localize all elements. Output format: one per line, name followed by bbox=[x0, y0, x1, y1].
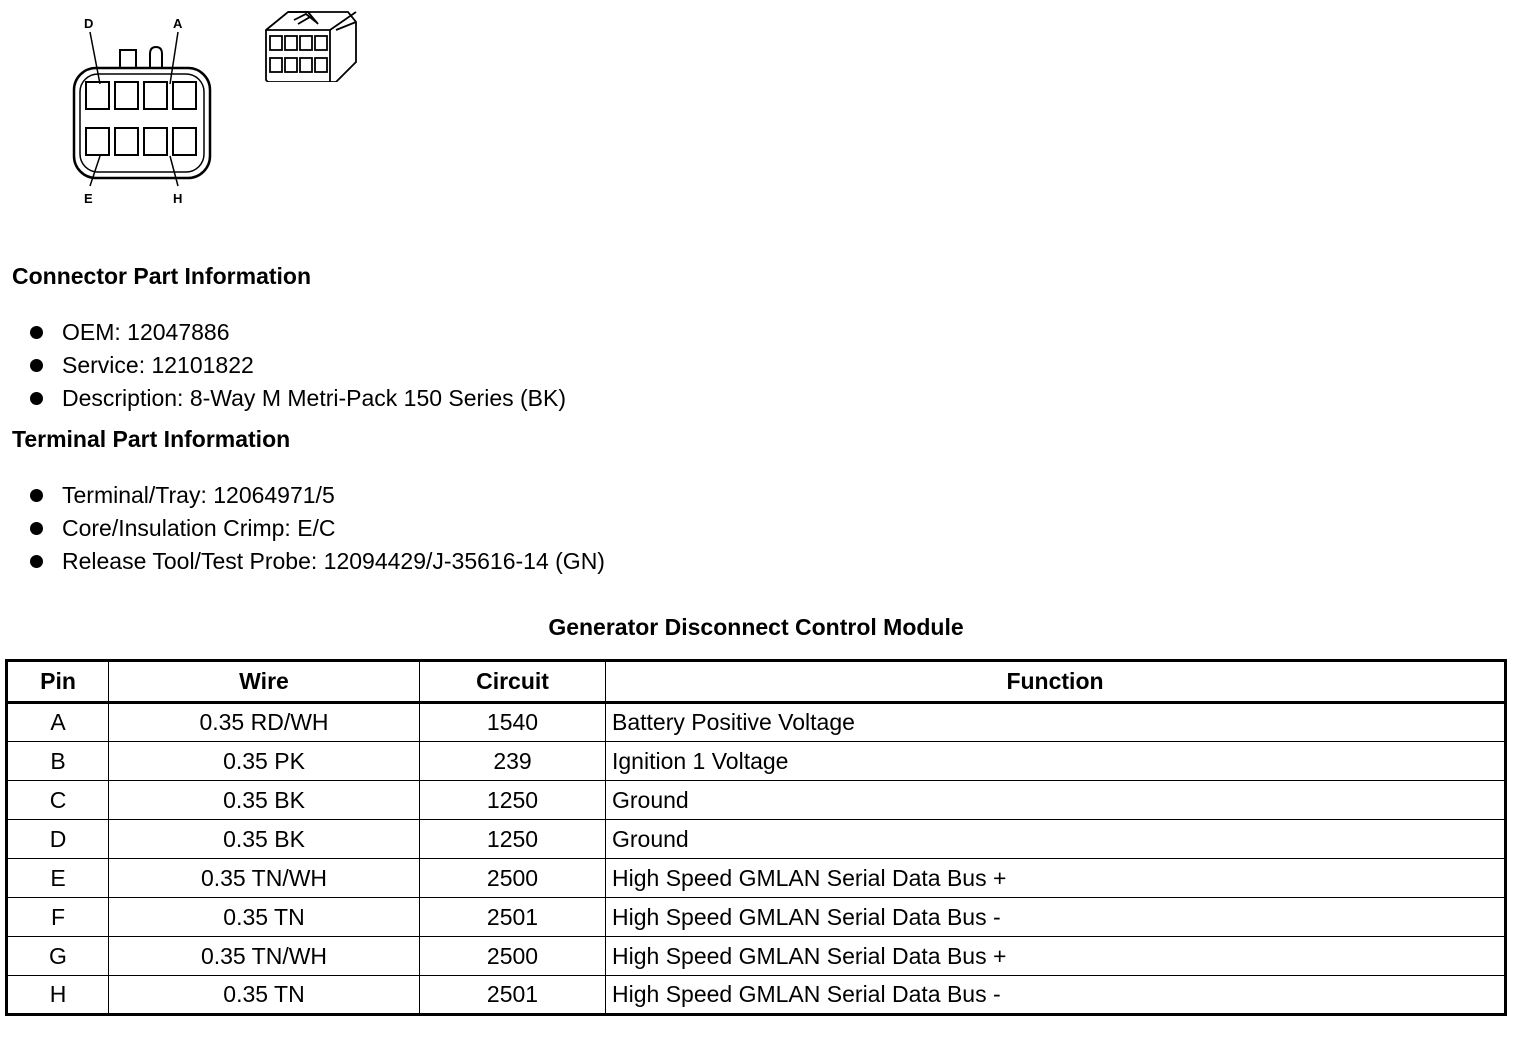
list-item: Release Tool/Test Probe: 12094429/J-35616-14 (GN) bbox=[28, 545, 605, 578]
cell-function: High Speed GMLAN Serial Data Bus - bbox=[606, 976, 1506, 1015]
cell-function: Battery Positive Voltage bbox=[606, 703, 1506, 742]
table-row bbox=[7, 742, 1506, 781]
list-item: Description: 8-Way M Metri-Pack 150 Series (BK) bbox=[28, 382, 566, 415]
header-wire: Wire bbox=[109, 661, 420, 703]
cell-circuit: 239 bbox=[420, 742, 606, 781]
connector-face-diagram bbox=[60, 10, 240, 210]
table-row bbox=[7, 898, 1506, 937]
list-item: Core/Insulation Crimp: E/C bbox=[28, 512, 605, 545]
table-row bbox=[7, 859, 1506, 898]
cell-pin: F bbox=[7, 898, 109, 937]
connector-isometric-view bbox=[258, 2, 368, 82]
cell-wire: 0.35 TN bbox=[109, 976, 420, 1015]
cell-circuit: 1540 bbox=[420, 703, 606, 742]
cell-wire: 0.35 PK bbox=[109, 742, 420, 781]
cell-wire: 0.35 BK bbox=[109, 781, 420, 820]
pin-label-h: H bbox=[173, 191, 183, 206]
pin-label-e: E bbox=[84, 191, 93, 206]
header-circuit: Circuit bbox=[420, 661, 606, 703]
bullet-icon bbox=[30, 522, 43, 535]
cell-wire: 0.35 TN/WH bbox=[109, 937, 420, 976]
list-item: Terminal/Tray: 12064971/5 bbox=[28, 479, 605, 512]
list-item: OEM: 12047886 bbox=[28, 316, 566, 349]
cell-wire: 0.35 TN/WH bbox=[109, 859, 420, 898]
table-row bbox=[7, 703, 1506, 742]
cell-function: High Speed GMLAN Serial Data Bus + bbox=[606, 937, 1506, 976]
cell-pin: A bbox=[7, 703, 109, 742]
cell-wire: 0.35 BK bbox=[109, 820, 420, 859]
cell-function: Ignition 1 Voltage bbox=[606, 742, 1506, 781]
table-row bbox=[7, 937, 1506, 976]
bullet-icon bbox=[30, 489, 43, 502]
pin-table bbox=[5, 659, 1507, 1016]
table-row bbox=[7, 820, 1506, 859]
list-item: Service: 12101822 bbox=[28, 349, 566, 382]
cell-circuit: 1250 bbox=[420, 820, 606, 859]
cell-circuit: 2500 bbox=[420, 859, 606, 898]
cell-wire: 0.35 TN bbox=[109, 898, 420, 937]
cell-pin: H bbox=[7, 976, 109, 1015]
terminal-part-info-list bbox=[28, 479, 605, 578]
cell-function: Ground bbox=[606, 781, 1506, 820]
cell-pin: G bbox=[7, 937, 109, 976]
bullet-icon bbox=[30, 326, 43, 339]
cell-circuit: 2501 bbox=[420, 976, 606, 1015]
cell-function: High Speed GMLAN Serial Data Bus + bbox=[606, 859, 1506, 898]
table-row bbox=[7, 781, 1506, 820]
cell-circuit: 2500 bbox=[420, 937, 606, 976]
connector-part-info-list bbox=[28, 316, 566, 415]
cell-wire: 0.35 RD/WH bbox=[109, 703, 420, 742]
table-header-row bbox=[7, 661, 1506, 703]
header-function: Function bbox=[606, 661, 1506, 703]
cell-pin: D bbox=[7, 820, 109, 859]
bullet-icon bbox=[30, 555, 43, 568]
cell-function: High Speed GMLAN Serial Data Bus - bbox=[606, 898, 1506, 937]
bullet-icon bbox=[30, 359, 43, 372]
bullet-icon bbox=[30, 392, 43, 405]
cell-circuit: 1250 bbox=[420, 781, 606, 820]
cell-pin: B bbox=[7, 742, 109, 781]
connector-part-info-heading: Connector Part Information bbox=[12, 263, 312, 289]
terminal-part-info-heading: Terminal Part Information bbox=[12, 426, 291, 452]
cell-pin: C bbox=[7, 781, 109, 820]
cell-pin: E bbox=[7, 859, 109, 898]
table-row bbox=[7, 976, 1506, 1015]
pin-label-d: D bbox=[84, 16, 94, 31]
header-pin: Pin bbox=[7, 661, 109, 703]
cell-function: Ground bbox=[606, 820, 1506, 859]
pin-label-a: A bbox=[173, 16, 183, 31]
cell-circuit: 2501 bbox=[420, 898, 606, 937]
pin-table-title: Generator Disconnect Control Module bbox=[548, 614, 964, 640]
